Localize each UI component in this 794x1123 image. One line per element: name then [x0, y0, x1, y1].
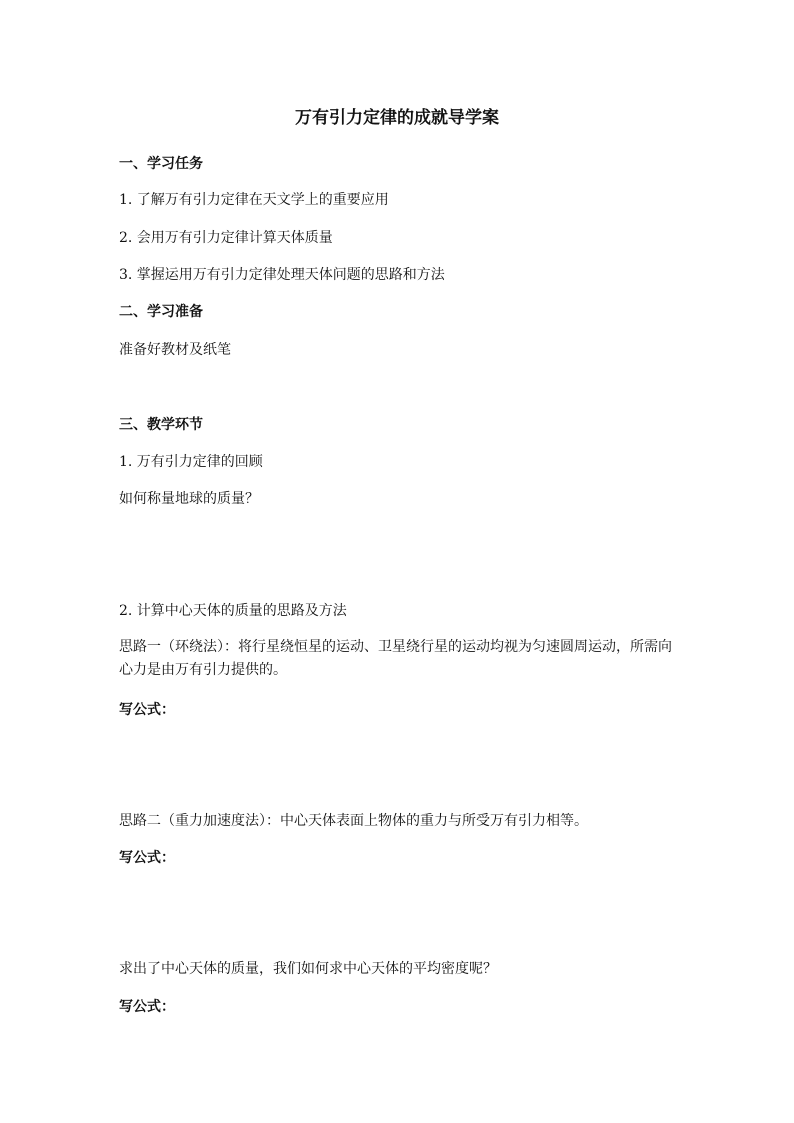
preparation-text: 准备好教材及纸笔 [119, 342, 231, 358]
teaching-step-2: 2. 计算中心天体的质量的思路及方法 [119, 603, 347, 619]
formula-label-3: 写公式： [119, 999, 175, 1015]
section-heading-teaching: 三、教学环节 [119, 417, 203, 433]
idea-gravity-method: 思路二（重力加速度法）：中心天体表面上物体的重力与所受万有引力相等。 [119, 813, 588, 829]
question-earth-mass: 如何称量地球的质量？ [119, 491, 259, 507]
formula-label-1: 写公式： [119, 702, 175, 718]
document-title: 万有引力定律的成就导学案 [295, 108, 499, 128]
idea-orbit-method: 思路一（环绕法）：将行星绕恒星的运动、卫星绕行星的运动均视为匀速圆周运动，所需向心力是由万有引力提供的。 [119, 639, 672, 678]
task-item-1: 1. 了解万有引力定律在天文学上的重要应用 [119, 192, 389, 208]
task-item-2: 2. 会用万有引力定律计算天体质量 [119, 230, 333, 246]
question-average-density: 求出了中心天体的质量，我们如何求中心天体的平均密度呢？ [119, 961, 497, 977]
formula-label-2: 写公式： [119, 850, 175, 866]
section-heading-tasks: 一、学习任务 [119, 156, 203, 172]
teaching-step-1: 1. 万有引力定律的回顾 [119, 454, 263, 470]
task-item-3: 3. 掌握运用万有引力定律处理天体问题的思路和方法 [119, 267, 445, 283]
section-heading-preparation: 二、学习准备 [119, 304, 203, 320]
